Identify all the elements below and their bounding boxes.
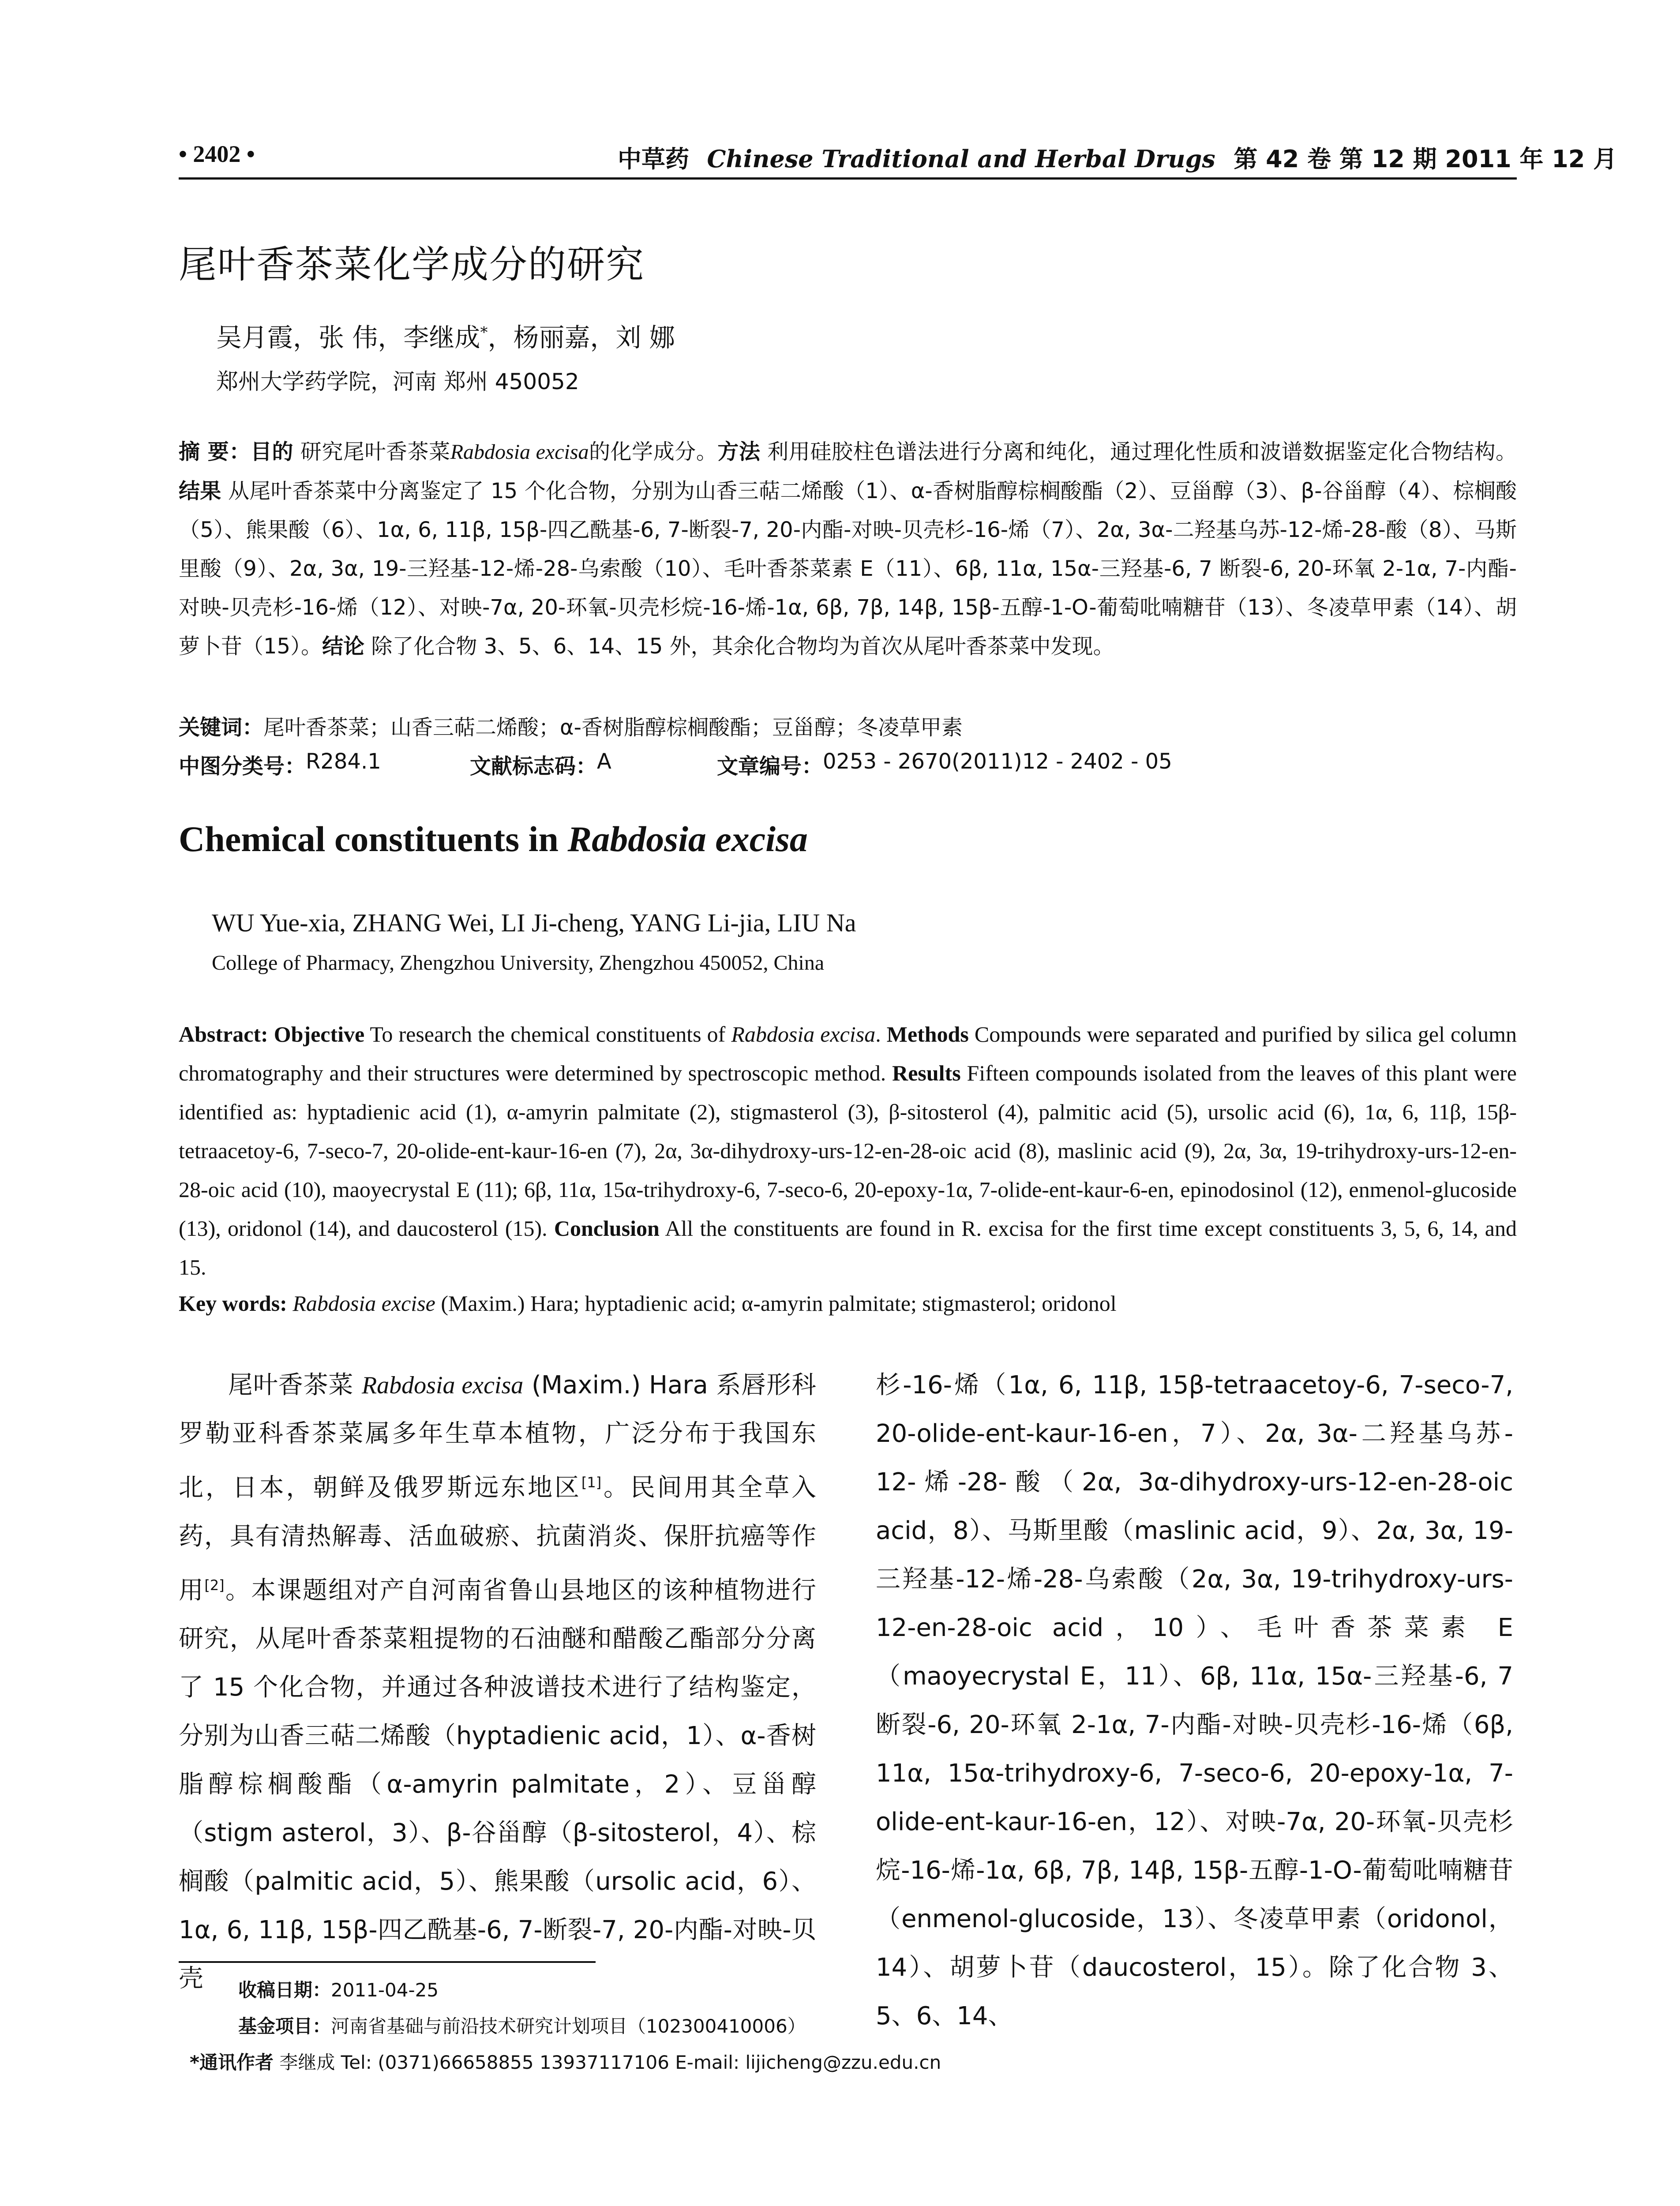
conclusion-label: 结论 xyxy=(322,634,365,659)
authors-cn-tail: ，杨丽嘉，刘 娜 xyxy=(488,323,675,353)
keywords-cn xyxy=(179,710,963,741)
authors-cn xyxy=(216,317,675,354)
species-name: Rabdosia excisa xyxy=(450,440,589,464)
keywords-en xyxy=(179,1291,1117,1316)
body-left-p1: 尾叶香茶菜 xyxy=(228,1371,362,1399)
results-en-label: Results xyxy=(892,1061,961,1085)
keywords-en-text: (Maxim.) Hara; hyptadienic acid; α-amyrin palmitate; stigmasterol; oridonol xyxy=(435,1291,1117,1316)
species-en: Rabdosia excisa xyxy=(731,1022,876,1047)
body-column-right: 杉-16-烯（1α, 6, 11β, 15β-tetraacetoy-6, 7-seco-7, 20-olide-ent-kaur-16-en，7）、2α, 3α-二羟基乌苏- 12-烯-28-酸（2α, 3α-dihydroxy-urs-12-en-28-oic acid，8）、马斯里酸（maslinic acid，9）、2α, 3α, 19-三羟基-12-烯-28-乌索酸（2α, 3α, 19-trihydroxy-urs-12-en-28-oic acid，10）、毛叶香茶菜素 E（maoyecrystal E，11）、6β, 11α, 15α-三羟基-6, 7 断裂-6, 20-环氧 2-1α, 7-内酯-对映-贝壳杉-16-烯（6β, 11α, 15α-trihydroxy-6, 7-seco-6, 20-epoxy-1α, 7-olide-ent-kaur-16-en，12）、对映-7α, 20-环氧-贝壳杉烷-16-烯-1α, 6β, 7β, 14β, 15β-五醇-1-O-葡萄吡喃糖苷（enmenol-glucoside，13）、冬凌草甲素（oridonol，14）、胡萝卜苷（daucosterol，15）。除了化合物 3、5、6、14、 xyxy=(876,1371,1513,2030)
abstract-cn-label: 摘 要： xyxy=(179,439,251,464)
keywords-cn-text: 尾叶香茶菜；山香三萜二烯酸；α-香树脂醇棕榈酸酯；豆甾醇；冬凌草甲素 xyxy=(263,715,963,740)
page-number: • 2402 • xyxy=(179,141,255,167)
fund-text: 河南省基础与前沿技术研究计划项目（102300410006） xyxy=(331,2015,806,2037)
results-text: 从尾叶香茶菜中分离鉴定了 15 个化合物，分别为山香三萜二烯酸（1）、α-香树脂醇棕榈酸酯（2）、豆甾醇（3）、β-谷甾醇（4）、棕榈酸（5）、熊果酸（6）、1α, 6, 11β, 15β-四乙酰基-6, 7-断裂-7, 20-内酯-对映-贝壳杉-16-烯（7）、2α, 3α-二羟基乌苏-12-烯-28-酸（8）、马斯里酸（9）、2α, 3α, 19-三羟基-12-烯-28-乌索酸（10）、毛叶香茶菜素 E（11）、6β, 11α, 15α-三羟基-6, 7 断裂-6, 20-环氧 2-1α, 7-内酯-对映-贝壳杉-16-烯（12）、对映-7α, 20-环氧-贝壳杉烷-16-烯-1α, 6β, 7β, 14β, 15β-五醇-1-O-葡萄吡喃糖苷（13）、冬凌草甲素（14）、胡萝卜苷（15）。 xyxy=(179,479,1517,659)
methods-en: Compounds were separated and purified by silica gel column chromatography and their structures were determined by spectroscopic method. xyxy=(179,1022,1517,1085)
citation-2: [2] xyxy=(204,1576,225,1594)
corr-label: *通讯作者 xyxy=(190,2052,274,2073)
journal-name-en: Chinese Traditional and Herbal Drugs xyxy=(707,145,1215,173)
keywords-en-species: Rabdosia excise xyxy=(292,1291,435,1316)
body-left-p2: (Maxim.) Hara 系唇形科罗勒亚科香茶菜属多年生草本植物，广泛分布于我国东北，日本，朝鲜及俄罗斯远东地区 xyxy=(179,1371,816,1502)
footnote-rule xyxy=(179,1961,596,1963)
authors-cn-head: 吴月霞，张 伟，李继成 xyxy=(216,323,480,353)
footnote-fund xyxy=(238,2012,806,2038)
journal-line xyxy=(618,140,1617,174)
methods-label: 方法 xyxy=(717,439,761,464)
body-left-p3: 。民间用其全草入药，具有清热解毒、活血破瘀、抗菌消炎、保肝抗癌等作用 xyxy=(179,1473,817,1605)
journal-name-cn: 中草药 xyxy=(618,145,689,173)
article-label: 文章编号： xyxy=(717,754,823,779)
clc-label: 中图分类号： xyxy=(179,754,306,779)
authors-en: WU Yue-xia, ZHANG Wei, LI Ji-cheng, YANG Li-jia, LIU Na xyxy=(212,908,856,937)
clc-code xyxy=(179,749,381,780)
abstract-en xyxy=(179,1015,1517,1287)
abstract-en-label: Abstract: Objective xyxy=(179,1022,365,1047)
results-en: Fifteen compounds isolated from the leaves of this plant were identified as: hyptadienic acid (1), α-amyrin palmitate (2), stigmasterol (3), β-sitosterol (4), palmitic acid (5), ursolic acid (6), 1α, 6, 11β, 15β-tetraacetoy-6, 7-seco-7, 20-olide-ent-kaur-16-en (7), 2α, 3α-dihydroxy-urs-12-en-28-oic acid (8), maslinic acid (9), 2α, 3α, 19-trihydroxy-urs-12-en-28-oic acid (10), maoyecrystal E (11); 6β, 11α, 15α-trihydroxy-6, 7-seco-6, 20-epoxy-1α, 7-olide-ent-kaur-6-en, epinodosinol (12), enmenol-glucoside (13), oridonol (14), and daucosterol (15). xyxy=(179,1061,1517,1241)
received-label: 收稿日期： xyxy=(238,1979,331,2001)
corresponding-mark: * xyxy=(480,323,488,341)
header-rule xyxy=(179,177,1517,180)
clc-value: R284.1 xyxy=(306,749,381,774)
footnote-corresponding xyxy=(190,2048,941,2075)
footnote-received xyxy=(238,1976,439,2002)
affiliation-cn: 郑州大学药学院，河南 郑州 450052 xyxy=(216,369,579,394)
methods-en-label: Methods xyxy=(886,1022,969,1047)
title-en-species: Rabdosia excisa xyxy=(567,819,808,859)
keywords-en-label: Key words: xyxy=(179,1291,287,1316)
article-number xyxy=(717,749,1172,780)
received-date: 2011-04-25 xyxy=(331,1979,439,2001)
affiliation-en: College of Pharmacy, Zhengzhou University, Zhengzhou 450052, China xyxy=(212,951,825,975)
fund-label: 基金项目： xyxy=(238,2015,331,2037)
objective-text: 研究尾叶香茶菜 xyxy=(293,439,450,464)
keywords-cn-label: 关键词： xyxy=(179,715,264,740)
doc-code xyxy=(470,749,611,780)
objective-tail: 的化学成分。 xyxy=(589,439,718,464)
title-en-head: Chemical constituents in xyxy=(179,819,568,859)
article-value: 0253 - 2670(2011)12 - 2402 - 05 xyxy=(823,749,1172,774)
conclusion-en-label: Conclusion xyxy=(554,1216,660,1241)
objective-en-end: . xyxy=(875,1022,887,1047)
doc-label: 文献标志码： xyxy=(470,754,597,779)
doc-value: A xyxy=(597,749,611,774)
conclusion-en: All the constituents are found in R. excisa for the first time except constituents 3, 5, 6, 14, and 15. xyxy=(179,1216,1517,1279)
results-label: 结果 xyxy=(179,479,221,503)
citation-1: [1] xyxy=(581,1474,602,1491)
body-species: Rabdosia excisa xyxy=(361,1372,524,1399)
issue-info: 第 42 卷 第 12 期 2011 年 12 月 xyxy=(1234,145,1617,173)
conclusion-text: 除了化合物 3、5、6、14、15 外，其余化合物均为首次从尾叶香茶菜中发现。 xyxy=(364,634,1114,659)
objective-label: 目的 xyxy=(250,439,294,464)
objective-en: To research the chemical constituents of xyxy=(364,1022,731,1047)
body-left-p4: 。本课题组对产自河南省鲁山县地区的该种植物进行研究，从尾叶香茶菜粗提物的石油醚和醋酸乙酯部分分离了 15 个化合物，并通过各种波谱技术进行了结构鉴定，分别为山香三萜二烯酸（hyptadienic acid，1）、α-香树脂醇棕榈酸酯（α-amyrin palmitate，2）、豆甾醇（stigm asterol，3）、β-谷甾醇（β-sitosterol，4）、棕榈酸（palmitic acid，5）、熊果酸（ursolic acid，6）、1α, 6, 11β, 15β-四乙酰基-6, 7-断裂-7, 20-内酯-对映-贝壳 xyxy=(179,1576,817,1993)
title-cn: 尾叶香茶菜化学成分的研究 xyxy=(179,243,645,287)
title-en xyxy=(179,818,808,860)
corr-text: 李继成 Tel: (0371)66658855 13937117106 E-mail: lijicheng@zzu.edu.cn xyxy=(273,2052,941,2073)
methods-text: 利用硅胶柱色谱法进行分离和纯化，通过理化性质和波谱数据鉴定化合物结构。 xyxy=(760,439,1517,464)
abstract-cn xyxy=(179,432,1517,666)
body-column-left xyxy=(179,1361,816,2003)
